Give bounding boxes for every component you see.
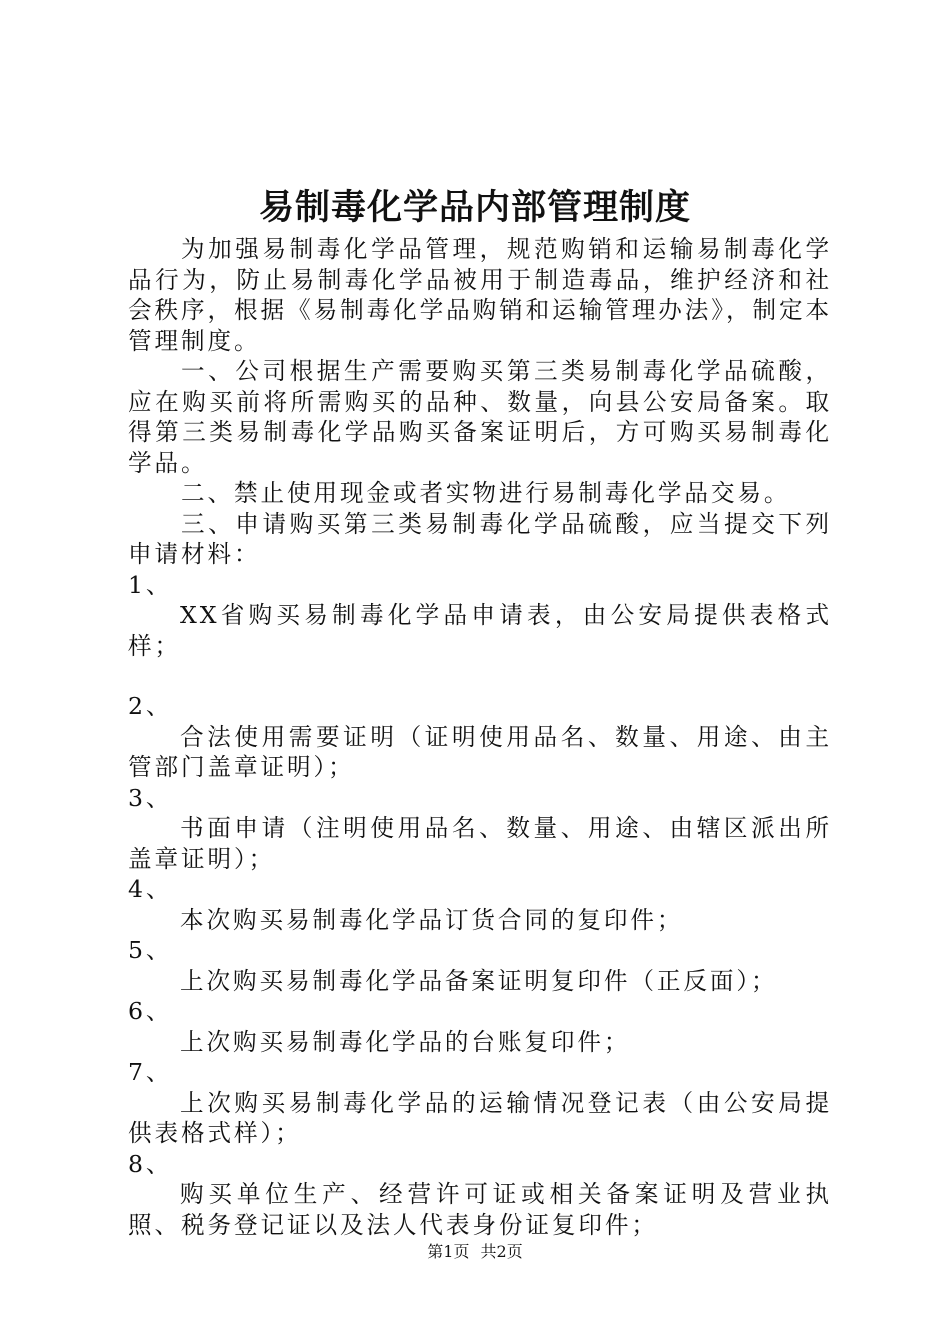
item-3-text: 书面申请（注明使用品名、数量、用途、由辖区派出所盖章证明）； [128, 814, 832, 873]
item-8-text: 购买单位生产、经营许可证或相关备案证明及营业执照、税务登记证以及法人代表身份证复印件； [128, 1180, 832, 1239]
document-body [128, 234, 832, 1240]
item-4-text: 本次购买易制毒化学品订货合同的复印件； [180, 905, 684, 934]
item-1-text: XX省购买易制毒化学品申请表，由公安局提供表格式样； [128, 601, 832, 660]
item-4-number: 4、 [128, 875, 173, 903]
document-title: 易制毒化学品内部管理制度 [258, 187, 691, 228]
item-3-number: 3、 [128, 783, 173, 812]
item-5-number: 5、 [128, 936, 173, 964]
page-number: 第1页 [427, 1242, 470, 1261]
item-7-text: 上次购买易制毒化学品的运输情况登记表（由公安局提供表格式样）； [128, 1088, 832, 1147]
item-6-text: 上次购买易制毒化学品的台账复印件； [180, 1027, 631, 1056]
item-8-number: 8、 [128, 1149, 173, 1178]
section-2-paragraph: 二、禁止使用现金或者实物进行易制毒化学品交易。 [181, 479, 791, 507]
blank-line [128, 661, 832, 691]
page-total: 共2页 [480, 1242, 523, 1261]
item-2-text: 合法使用需要证明（证明使用品名、数量、用途、由主管部门盖章证明）； [128, 722, 832, 781]
item-6-number: 6、 [128, 997, 173, 1025]
item-7-number: 7、 [128, 1058, 173, 1086]
item-2-number: 2、 [128, 692, 173, 720]
item-1-number: 1、 [128, 570, 173, 599]
intro-paragraph: 为加强易制毒化学品管理，规范购销和运输易制毒化学品行为，防止易制毒化学品被用于制造毒品，维护经济和社会秩序，根据《易制毒化学品购销和运输管理办法》，制定本管理制度。 [128, 235, 832, 355]
section-3-paragraph: 三、申请购买第三类易制毒化学品硫酸，应当提交下列申请材料： [128, 509, 832, 568]
item-5-text: 上次购买易制毒化学品备案证明复印件（正反面）； [180, 966, 778, 995]
page-footer [0, 1240, 950, 1264]
section-1-paragraph: 一、公司根据生产需要购买第三类易制毒化学品硫酸，应在购买前将所需购买的品种、数量，向县公安局备案。取得第三类易制毒化学品购买备案证明后，方可购买易制毒化学品。 [128, 357, 832, 477]
